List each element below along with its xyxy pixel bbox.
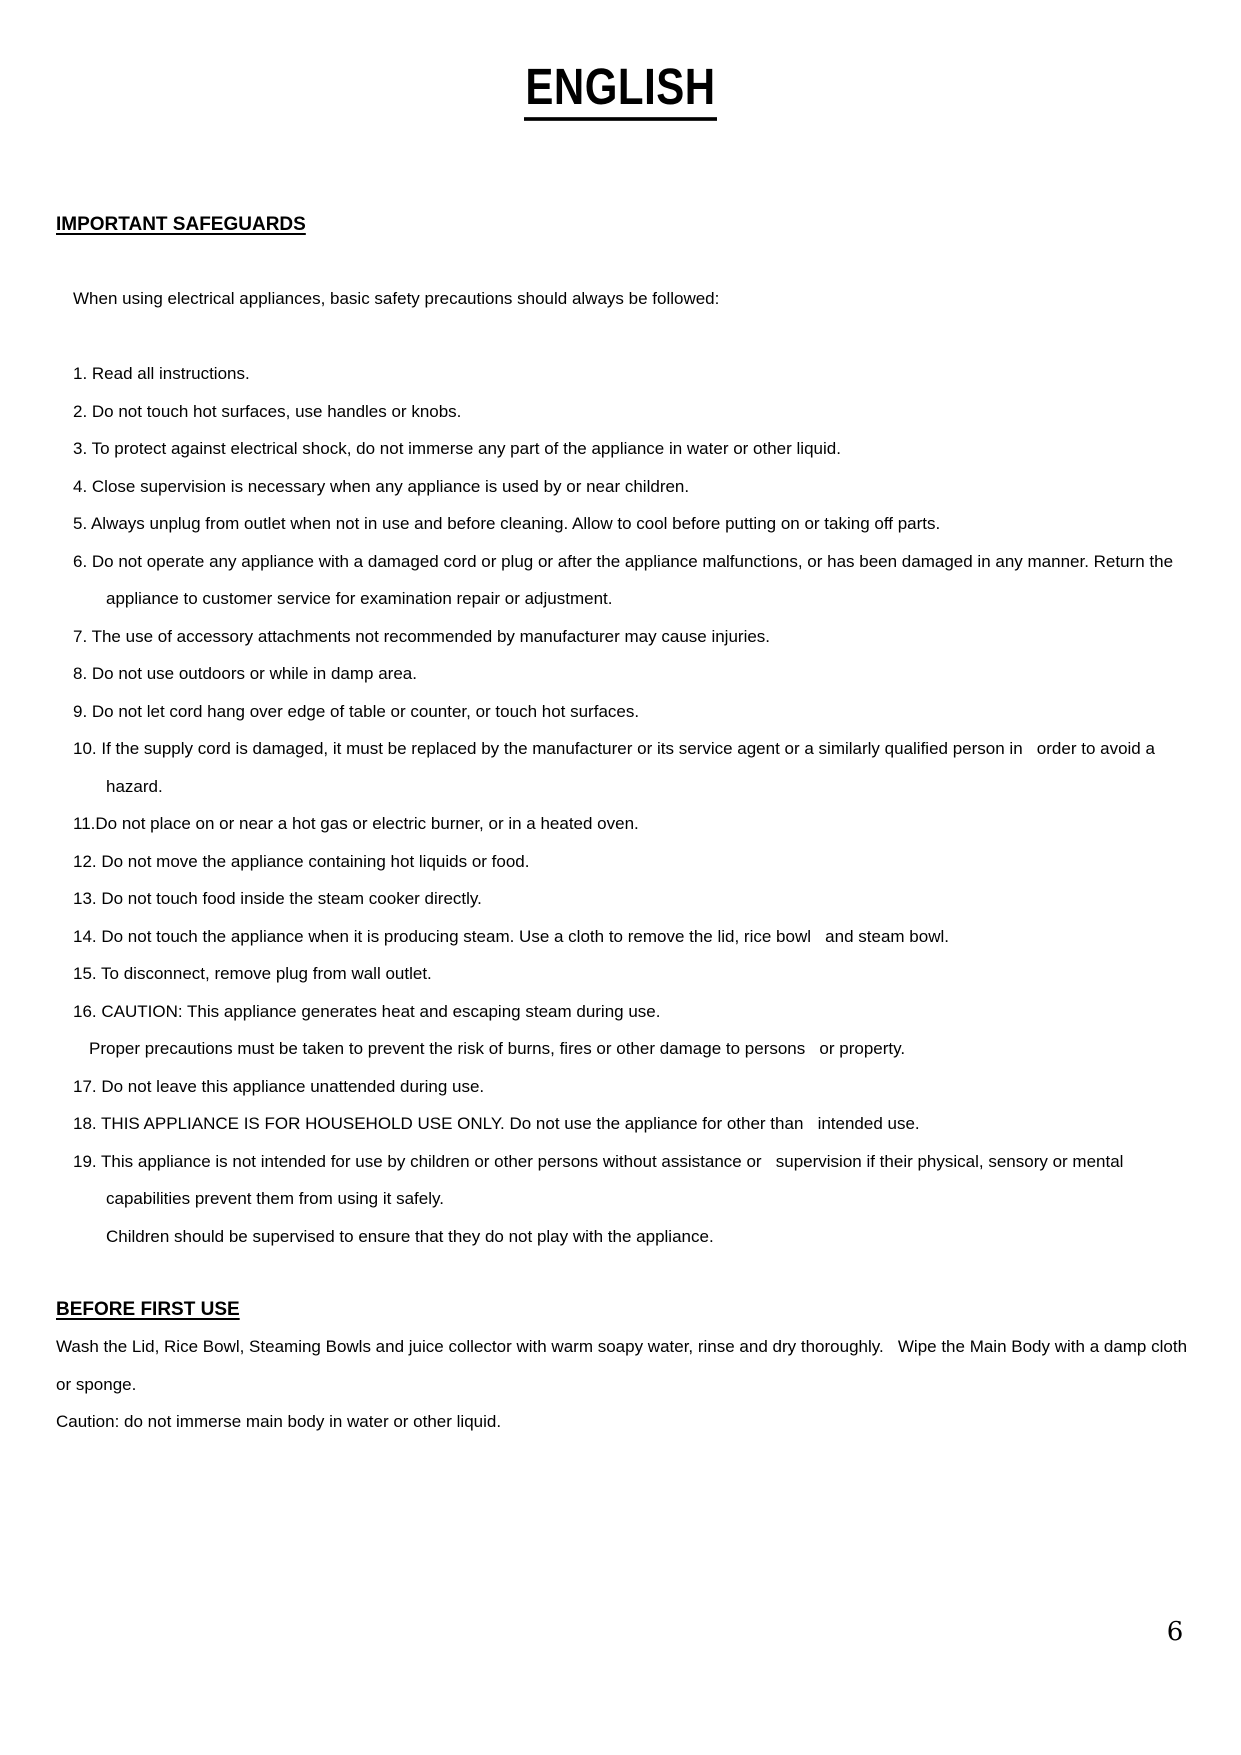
safeguard-item-line: 2. Do not touch hot surfaces, use handles or knobs. [73, 401, 462, 421]
safeguard-item-line: 5. Always unplug from outlet when not in use and before cleaning. Allow to cool before putting on or taking off parts. [73, 514, 941, 533]
before-first-use-caution: Caution: do not immerse main body in water or other liquid. [56, 1412, 502, 1431]
safeguard-item [73, 1105, 1223, 1143]
safeguards-intro: When using electrical appliances, basic safety precautions should always be followed: [73, 289, 720, 308]
before-first-use-line: or sponge. [56, 1374, 137, 1394]
safeguard-item-continuation: Children should be supervised to ensure that they do not play with the appliance. [106, 1226, 714, 1246]
safeguards-list [73, 355, 1223, 1255]
safeguard-item-line: 14. Do not touch the appliance when it is producing steam. Use a cloth to remove the lid, rice bowl and steam bowl. [73, 926, 949, 946]
safeguard-item-line: 10. If the supply cord is damaged, it must be replaced by the manufacturer or its service agent or a similarly qualified person in order to avoid a [73, 739, 1155, 758]
safeguard-item-line: 17. Do not leave this appliance unattended during use. [73, 1076, 485, 1096]
before-first-use-heading: BEFORE FIRST USE [56, 1299, 240, 1320]
safeguard-item-line: 15. To disconnect, remove plug from wall outlet. [73, 964, 432, 983]
safeguard-item-line: 3. To protect against electrical shock, do not immerse any part of the appliance in water or other liquid. [73, 439, 841, 458]
safeguard-item [73, 468, 1223, 506]
safeguard-item-line: 7. The use of accessory attachments not recommended by manufacturer may cause injuries. [73, 626, 771, 646]
safeguard-item-line: 9. Do not let cord hang over edge of table or counter, or touch hot surfaces. [73, 701, 640, 721]
page-title [0, 57, 1241, 115]
safeguard-item [73, 693, 1223, 731]
important-safeguards-heading: IMPORTANT SAFEGUARDS [56, 214, 306, 235]
safeguard-item-line: 13. Do not touch food inside the steam cooker directly. [73, 889, 482, 908]
safeguard-item-continuation: Proper precautions must be taken to prevent the risk of burns, fires or other damage to persons or property. [89, 1039, 906, 1058]
safeguard-item-line: 12. Do not move the appliance containing hot liquids or food. [73, 851, 530, 871]
safeguard-item-line: 4. Close supervision is necessary when any appliance is used by or near children. [73, 476, 690, 496]
safeguard-item [73, 1143, 1223, 1256]
safeguard-item [73, 805, 1223, 843]
safeguard-item-line: 11.Do not place on or near a hot gas or electric burner, or in a heated oven. [73, 814, 639, 833]
safeguard-item [73, 505, 1223, 543]
safeguard-item [73, 918, 1223, 956]
safeguard-item [73, 730, 1223, 805]
safeguard-item-line: 19. This appliance is not intended for use by children or other persons without assistance or supervision if their physical, sensory or mental [73, 1151, 1124, 1171]
safeguard-item [73, 430, 1223, 468]
safeguard-item-continuation: hazard. [106, 776, 163, 796]
safeguard-item-line: 8. Do not use outdoors or while in damp area. [73, 664, 417, 683]
safeguard-item [73, 1068, 1223, 1106]
safeguard-item [73, 355, 1223, 393]
page-title-text: ENGLISH [524, 56, 716, 121]
before-first-use-text [56, 1328, 1226, 1441]
safeguard-item [73, 955, 1223, 993]
safeguard-item [73, 655, 1223, 693]
safeguard-item-line: 1. Read all instructions. [73, 364, 250, 383]
page-number: 6 [1166, 1617, 1184, 1647]
safeguard-item-continuation: appliance to customer service for examination repair or adjustment. [106, 589, 613, 608]
safeguard-item [73, 543, 1223, 618]
safeguard-item-line: 16. CAUTION: This appliance generates heat and escaping steam during use. [73, 1001, 661, 1021]
safeguard-item [73, 843, 1223, 881]
safeguard-item-continuation: capabilities prevent them from using it safely. [106, 1189, 444, 1208]
safeguard-item [73, 618, 1223, 656]
safeguard-item [73, 393, 1223, 431]
before-first-use-line: Wash the Lid, Rice Bowl, Steaming Bowls and juice collector with warm soapy water, rinse and dry thoroughly. Wipe the Main Body with a damp cloth [56, 1337, 1188, 1356]
safeguard-item-line: 18. THIS APPLIANCE IS FOR HOUSEHOLD USE ONLY. Do not use the appliance for other than intended use. [73, 1114, 920, 1133]
safeguard-item [73, 993, 1223, 1068]
safeguard-item-line: 6. Do not operate any appliance with a damaged cord or plug or after the appliance malfunctions, or has been damaged in any manner. Return the [73, 551, 1174, 571]
safeguard-item [73, 880, 1223, 918]
